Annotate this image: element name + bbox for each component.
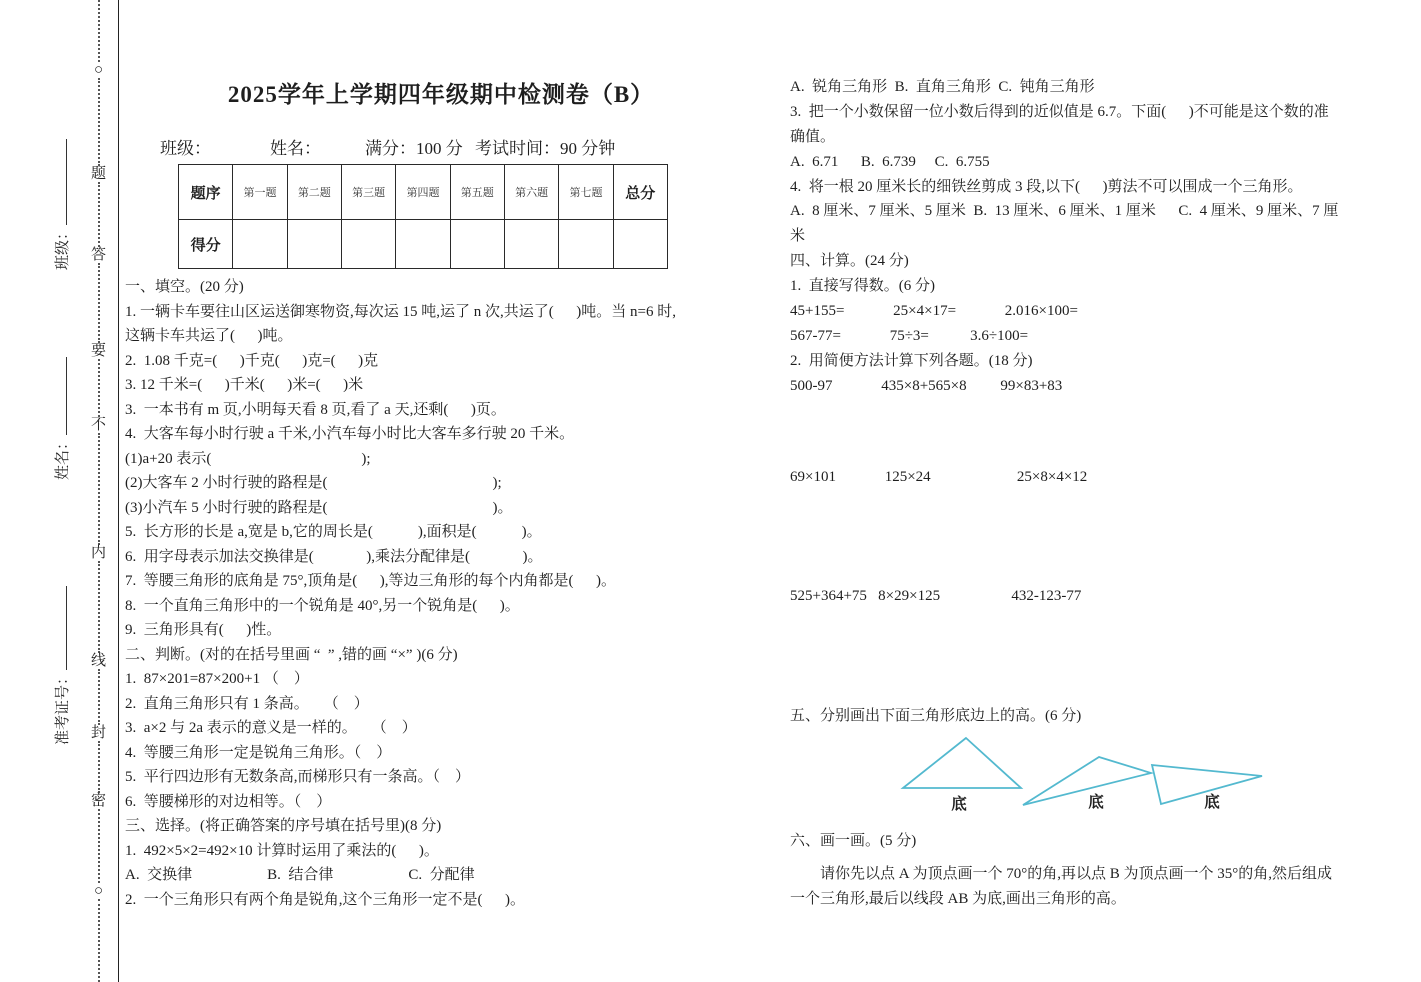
left-body — [125, 275, 757, 912]
score-table-header-row — [179, 165, 668, 220]
score-table-header-cell: 第六题 — [504, 165, 558, 220]
left-column — [125, 70, 757, 912]
triangle-base-label: 底 — [1088, 794, 1104, 812]
exam-line: (1)a+20 表示( ); — [125, 450, 371, 467]
seal-char: 不 — [90, 417, 106, 434]
exam-line: 525+364+75 8×29×125 432-123-77 — [790, 588, 1082, 605]
exam-line: 3. 12 千米=( )千米( )米=( )米 — [125, 377, 364, 393]
exam-line: 8. 一个直角三角形中的一个锐角是 40°,另一个锐角是( )。 — [125, 597, 520, 614]
info-class: 班级： — [160, 139, 211, 158]
margin-field-class-label: 班级： — [55, 224, 71, 270]
score-table-header-cell: 第三题 — [341, 165, 395, 220]
exam-line: 1. 一辆卡车要往山区运送御寒物资,每次运 15 吨,运了 n 次,共运了( )吨。当 n=6 时, — [125, 303, 676, 320]
score-table-header-cell: 第四题 — [396, 165, 450, 220]
seal-dash — [98, 263, 100, 343]
exam-line: 6. 用字母表示加法交换律是( ),乘法分配律是( )。 — [125, 548, 543, 565]
field-underline — [52, 586, 67, 670]
exam-line: A. 8 厘米、7 厘米、5 厘米 B. 13 厘米、6 厘米、1 厘米 C. 4 厘米、9 厘米、7 厘 — [790, 203, 1339, 220]
info-exam-time: 考试时间：90 分钟 — [475, 139, 616, 158]
score-table-header-cell: 第五题 — [450, 165, 504, 220]
info-line — [125, 134, 757, 156]
margin-field-name — [52, 353, 72, 480]
score-cell — [559, 220, 613, 269]
seal-dash — [98, 899, 100, 982]
score-cell — [341, 220, 395, 269]
exam-line: (3)小汽车 5 小时行驶的路程是( )。 — [125, 499, 513, 516]
triangle-shape — [903, 738, 1021, 788]
exam-line: 一个三角形,最后以线段 AB 为底,画出三角形的高。 — [790, 891, 1126, 908]
exam-line: 6. 等腰梯形的对边相等。（ ） — [125, 793, 332, 810]
section-heading: 四、计算。(24 分) — [790, 253, 909, 270]
score-cell — [396, 220, 450, 269]
seal-dash — [98, 669, 100, 725]
field-underline — [52, 139, 67, 225]
triangles-figure — [790, 729, 1415, 829]
exam-line: 2. 一个三角形只有两个角是锐角,这个三角形一定不是( )。 — [125, 891, 525, 908]
spacer — [790, 854, 1415, 862]
work-space — [790, 609, 1415, 704]
seal-line — [90, 0, 107, 982]
seal-dash — [98, 741, 100, 794]
score-cell — [233, 220, 287, 269]
info-full-score: 满分：100 分 — [365, 139, 463, 158]
score-table — [178, 164, 668, 269]
exam-line: 1. 492×5×2=492×10 计算时运用了乘法的( )。 — [125, 842, 439, 859]
work-space — [790, 399, 1415, 465]
seal-dash — [98, 561, 100, 653]
seal-dash — [98, 78, 100, 166]
score-table-score-row — [179, 220, 668, 269]
exam-line: 4. 大客车每小时行驶 a 千米,小汽车每小时比大客车多行驶 20 千米。 — [125, 426, 575, 442]
exam-line: 1. 87×201=87×200+1 （ ） — [125, 671, 309, 687]
score-cell — [504, 220, 558, 269]
exam-line: A. 锐角三角形 B. 直角三角形 C. 钝角三角形 — [790, 79, 1095, 95]
section-heading: 三、选择。(将正确答案的序号填在括号里)(8 分) — [125, 818, 442, 834]
section-heading: 一、填空。(20 分) — [125, 279, 244, 295]
exam-line: 69×101 125×24 25×8×4×12 — [790, 468, 1088, 485]
seal-char: 要 — [90, 342, 106, 359]
seal-char: 题 — [90, 165, 106, 182]
info-name: 姓名： — [270, 139, 321, 158]
section-heading: 五、分别画出下面三角形底边上的高。(6 分) — [790, 708, 1082, 725]
exam-line: 9. 三角形具有( )性。 — [125, 622, 282, 638]
exam-line: 米 — [790, 228, 806, 245]
exam-line: 2. 用简便方法计算下列各题。(18 分) — [790, 352, 1033, 369]
score-row-label: 得分 — [179, 220, 233, 269]
field-underline — [52, 357, 67, 435]
score-table-header-cell: 第二题 — [287, 165, 341, 220]
score-table-header-cell: 总分 — [613, 165, 667, 220]
exam-line: 45+155= 25×4×17= 2.016×100= — [790, 303, 1078, 320]
seal-char: 封 — [90, 724, 106, 741]
seal-char: 答 — [90, 247, 106, 264]
exam-line: A. 6.71 B. 6.739 C. 6.755 — [790, 153, 990, 170]
margin-field-name-label: 姓名： — [55, 434, 71, 480]
triangle-shape — [1023, 757, 1151, 805]
binding-border-line — [118, 0, 119, 982]
section-heading: 二、判断。(对的在括号里画 “ ” ,错的画 “×” )(6 分) — [125, 646, 458, 663]
section-heading: 六、画一画。(5 分) — [790, 833, 917, 850]
seal-dash — [98, 359, 100, 418]
exam-line: 2. 1.08 千克=( )千克( )克=( )克 — [125, 352, 379, 369]
exam-line: 这辆卡车共运了( )吨。 — [125, 328, 293, 344]
triangles-svg — [878, 729, 1308, 824]
exam-line: 请你先以点 A 为顶点画一个 70°的角,再以点 B 为顶点画一个 35°的角,然后组成 — [790, 866, 1333, 883]
exam-line: 3. 把一个小数保留一位小数后得到的近似值是 6.7。下面( )不可能是这个数的准 — [790, 103, 1329, 120]
exam-line: A. 交换律 B. 结合律 C. 分配律 — [125, 867, 475, 883]
seal-dash — [98, 0, 100, 62]
margin-field-exam-id-label: 准考证号： — [55, 669, 71, 745]
exam-line: 4. 等腰三角形一定是锐角三角形。（ ） — [125, 744, 392, 761]
exam-line: 3. 一本书有 m 页,小明每天看 8 页,看了 a 天,还剩( )页。 — [125, 401, 506, 418]
score-table-header-cell: 第一题 — [233, 165, 287, 220]
exam-line: 500-97 435×8+565×8 99×83+83 — [790, 377, 1063, 394]
exam-line: 5. 长方形的长是 a,宽是 b,它的周长是( ),面积是( )。 — [125, 524, 542, 540]
exam-line: 4. 将一根 20 厘米长的细铁丝剪成 3 段,以下( )剪法不可以围成一个三角形。 — [790, 178, 1303, 195]
seal-char: 密 — [90, 793, 106, 810]
exam-line: (2)大客车 2 小时行驶的路程是( ); — [125, 475, 502, 491]
triangle-base-label: 底 — [951, 796, 967, 814]
exam-line: 确值。 — [790, 128, 836, 145]
right-column — [790, 75, 1415, 912]
triangle-base-label: 底 — [1204, 794, 1220, 812]
page-title: 2025学年上学期四年级期中检测卷（B） — [227, 82, 655, 107]
margin-field-class — [52, 133, 72, 270]
exam-line: 1. 直接写得数。(6 分) — [790, 278, 935, 295]
score-cell — [613, 220, 667, 269]
score-cell — [287, 220, 341, 269]
seal-char: ○ — [93, 883, 104, 900]
seal-char: ○ — [93, 61, 104, 78]
seal-char: 内 — [90, 544, 106, 561]
work-space — [790, 489, 1415, 584]
seal-dash — [98, 433, 100, 544]
exam-line: 5. 平行四边形有无数条高,而梯形只有一条高。（ ） — [125, 769, 471, 785]
margin-field-exam-id — [52, 580, 72, 745]
seal-dash — [98, 182, 100, 247]
exam-line: 3. a×2 与 2a 表示的意义是一样的。 （ ） — [125, 720, 417, 736]
seal-dash — [98, 809, 100, 883]
exam-line: 567-77= 75÷3= 3.6÷100= — [790, 327, 1029, 344]
exam-line: 7. 等腰三角形的底角是 75°,顶角是( ),等边三角形的每个内角都是( )。 — [125, 573, 616, 589]
score-table-header-cell: 题序 — [179, 165, 233, 220]
score-table-header-cell: 第七题 — [559, 165, 613, 220]
exam-line: 2. 直角三角形只有 1 条高。 （ ） — [125, 695, 369, 712]
score-cell — [450, 220, 504, 269]
seal-char: 线 — [90, 652, 106, 669]
